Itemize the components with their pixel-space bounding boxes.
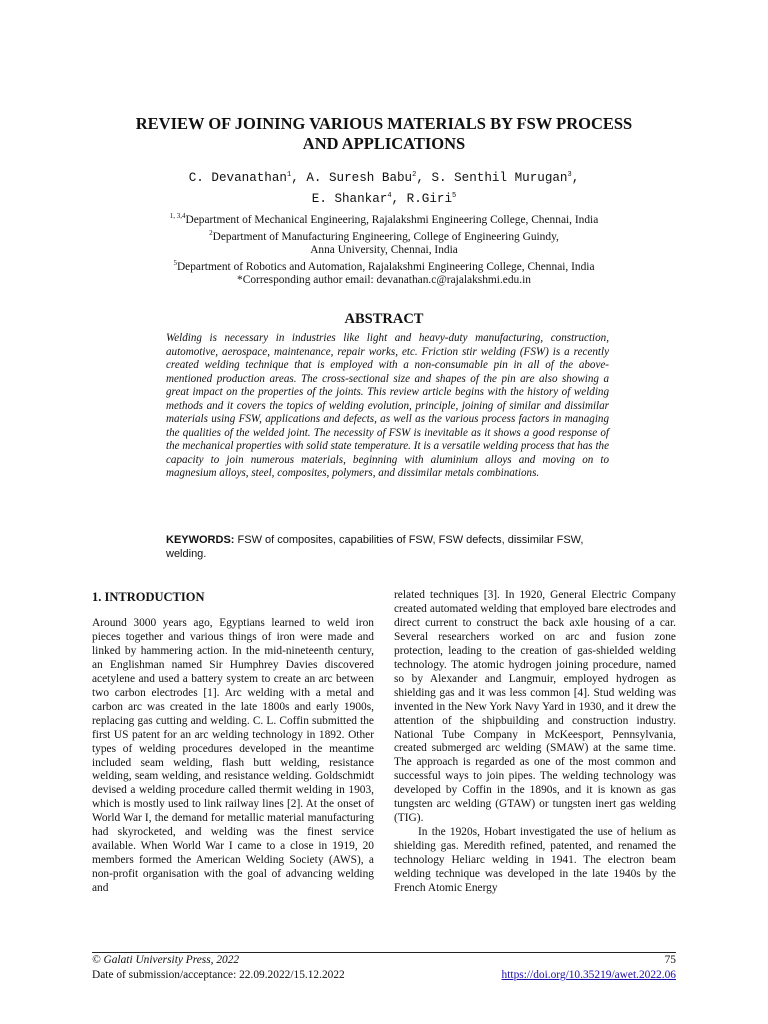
intro-paragraph-1: Around 3000 years ago, Egyptians learned to weld iron pieces together and various things of iron were made and linked by hammering action. In the mid-nineteenth century, an Englishman named Sir Humphrey Davies discovered acetylene and used a battery system to create an arc between two carbon electrodes [1]. Arc welding with a metal and carbon arc was created in the late 1800s and early 1900s, replacing gas cutting and welding. C. L. Coffin submitted the first US patent for an arc welding technology in 1892. Other types of welding procedures developed in the meantime included seam welding, flash butt welding, resistance welding, seam welding, and resistance welding. Goldschmidt devised a welding procedure called thermit welding in 1903, which is mostly used to link railway lines [2]. At the onset of World War I, the demand for metallic material manufacturing had skyrocketed, and welding was the finest service available. When World War I came to a close in 1919, 20 members formed the American Welding Society (AWS), a non-profit organisation with the goal of advancing welding and: [92, 617, 374, 895]
affiliation-2: [110, 227, 658, 244]
affiliation-sup: 2: [209, 229, 213, 237]
section-heading-introduction: 1. INTRODUCTION: [92, 590, 205, 604]
author-sep: ,: [291, 171, 307, 185]
affiliation-text: Department of Robotics and Automation, Rajalakshmi Engineering College, Chennai, India: [176, 261, 595, 273]
author-name: C. Devanathan: [188, 171, 287, 185]
affiliation-sup: 5: [173, 259, 177, 267]
footer-press: © Galati University Press, 2022: [92, 954, 240, 966]
author-sup: 4: [387, 192, 392, 200]
right-column: [394, 589, 676, 896]
affiliation-1: [110, 210, 658, 227]
affiliation-text: Department of Mechanical Engineering, Rajalakshmi Engineering College, Chennai, India: [185, 214, 599, 226]
author-sup: 5: [452, 192, 457, 200]
title-line-1: REVIEW OF JOINING VARIOUS MATERIALS BY FSW PROCESS: [135, 114, 633, 133]
footer-dates: Date of submission/acceptance: 22.09.2022/15.12.2022: [92, 969, 345, 981]
title-line-2: AND APPLICATIONS: [302, 134, 466, 153]
abstract-body: Welding is necessary in industries like light and heavy-duty manufacturing, construction, automotive, aerospace, maintenance, repair works, etc. Friction stir welding (FSW) is a recently created welding technique that is employed with a non-consumable pin in all of the above-mentioned production areas. The cross-sectional size and shapes of the pin are also showing a great impact on the properties of the joints. This review article begins with the history of welding methods and it covers the topics of welding evolution, principle, joining of similar and dissimilar materials using FSW, applications and defects, as well as the various process factors in managing the qualities of the welded joint. The necessity of FSW is inevitable as it shows a good response of the mechanical properties with solid state temperature. It is a versatile welding process that has the capacity to join numerous materials, beginning with aluminium alloys and moving on to magnesium alloys, steel, composites, polymers, and dissimilar metals combinations.: [166, 332, 609, 480]
doi-link[interactable]: https://doi.org/10.35219/awet.2022.06: [501, 969, 676, 981]
left-column: [92, 589, 374, 896]
author-sep: ,: [571, 171, 580, 185]
author-sup: 3: [567, 171, 572, 179]
affiliation-2-cont: Anna University, Chennai, India: [310, 244, 458, 256]
author-name: E. Shankar: [311, 192, 388, 206]
page-number: 75: [664, 954, 676, 966]
author-list: [110, 166, 658, 208]
keywords: [166, 533, 609, 561]
affiliation-text: Department of Manufacturing Engineering, College of Engineering Guindy,: [212, 231, 559, 243]
author-name: A. Suresh Babu: [306, 171, 413, 185]
author-name: S. Senthil Murugan: [431, 171, 568, 185]
keywords-label: KEYWORDS:: [166, 534, 235, 546]
author-sep: ,: [391, 192, 407, 206]
intro-paragraph-3: In the 1920s, Hobart investigated the use of helium as shielding gas. Meredith refined, patented, and renamed the technology Heliarc welding in 1941. The electron beam welding technique was developed in the late 1940s by the French Atomic Energy: [394, 826, 676, 895]
footer-right: [502, 953, 676, 983]
author-sep: ,: [416, 171, 432, 185]
intro-paragraph-2: related techniques [3]. In 1920, General Electric Company created automated welding that employed bare electrodes and direct current to construct the back axle housing of a car. Several researchers worked on arc and fusion zone protection, leading to the creation of gas-shielded welding technology. The atomic hydrogen joining procedure, named so by Alexander and Langmuir, employed hydrogen as shielding gas and it was less common [4]. Stud welding was invented in the New York Navy Yard in 1930, and it drew the attention of the shipbuilding and construction industry. National Tube Company in McKeesport, Pennsylvania, created submerged arc welding (SMAW) at the same time. The approach is regarded as one of the most common and successful ways to join pipes. The welding technology was developed by Coffin in the 1890s, and it is known as gas tungsten arc welding (GTAW) or tungsten inert gas welding (TIG).: [394, 589, 676, 825]
footer-left: [92, 953, 345, 983]
author-name: R.Giri: [406, 192, 453, 206]
keywords-text: FSW of composites, capabilities of FSW, FSW defects, dissimilar FSW, welding.: [166, 534, 584, 560]
affiliations: [110, 210, 658, 287]
paper-title: [100, 114, 668, 154]
abstract-heading: ABSTRACT: [344, 311, 424, 327]
corresponding-author: *Corresponding author email: devanathan.c@rajalakshmi.edu.in: [237, 274, 531, 286]
author-sup: 1: [286, 171, 292, 179]
affiliation-sup: 1, 3,4: [169, 212, 186, 220]
affiliation-3: [110, 257, 658, 274]
author-sup: 2: [412, 171, 417, 179]
